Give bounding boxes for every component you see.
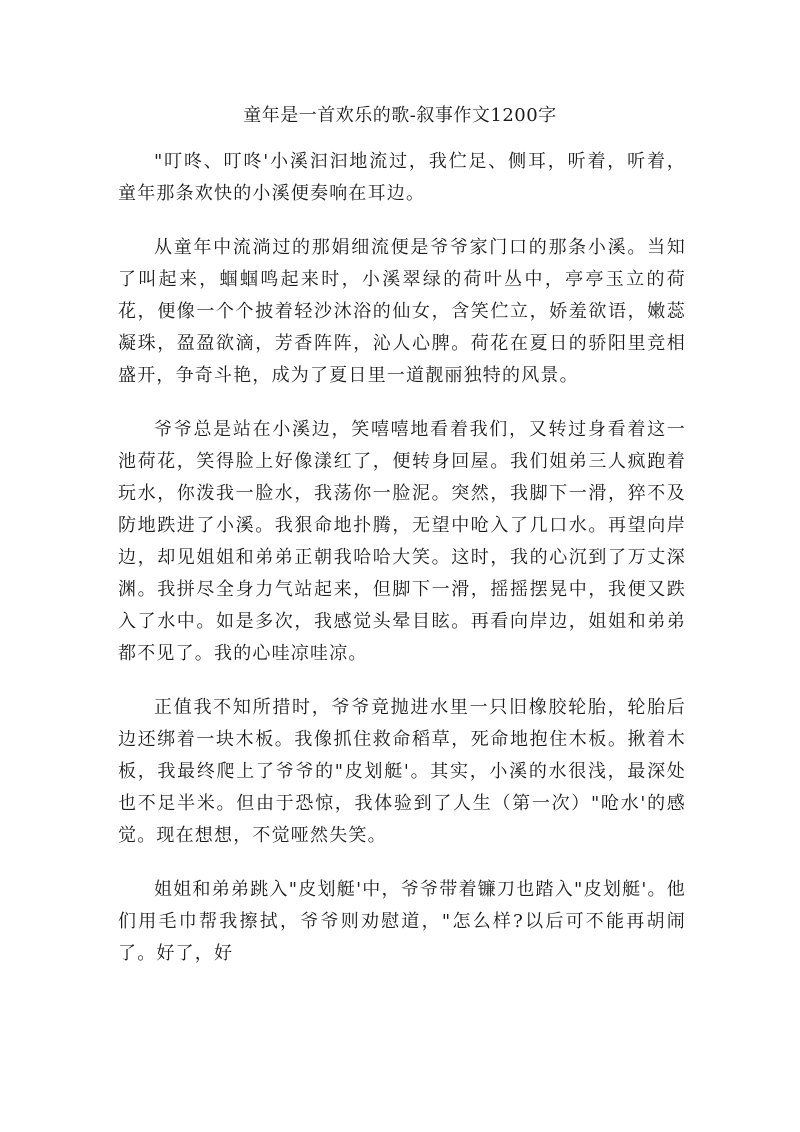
paragraph: 正值我不知所措时，爷爷竟抛进水里一只旧橡胶轮胎，轮胎后边还绑着一块木板。我像抓住救命稻草，死命地抱住木板。揪着木板，我最终爬上了爷爷的"皮划艇'。其实，小溪的水很浅，最深处也不足半米。但由于恐惊，我体验到了人生（第一次）"呛水'的感觉。现在想想，不觉哑然失笑。: [118, 697, 686, 846]
document-body: [118, 146, 686, 992]
paragraph: "叮咚、叮咚'小溪汩汩地流过，我伫足、侧耳，听着，听着，童年那条欢快的小溪便奏响在耳边。: [118, 151, 686, 204]
paragraph: 爷爷总是站在小溪边，笑嘻嘻地看着我们，又转过身看着这一池荷花，笑得脸上好像漾红了，便转身回屋。我们姐弟三人疯跑着玩水，你泼我一脸水，我荡你一脸泥。突然，我脚下一滑，猝不及防地跌进了小溪。我狠命地扑腾，无望中呛入了几口水。再望向岸边，却见姐姐和弟弟正朝我哈哈大笑。这时，我的心沉到了万丈深渊。我拼尽全身力气站起来，但脚下一滑，摇摇摆晃中，我便又跌入了水中。如是多次，我感觉头晕目眩。再看向岸边，姐姐和弟弟都不见了。我的心哇凉哇凉。: [118, 419, 686, 664]
document-title: 童年是一首欢乐的歌-叙事作文1200字: [243, 105, 557, 126]
paragraph: 姐姐和弟弟跳入"皮划艇'中，爷爷带着镰刀也踏入"皮划艇'。他们用毛巾帮我擦拭，爷爷则劝慰道，"怎么样?以后可不能再胡闹了。好了，好: [118, 879, 686, 964]
paragraph: 从童年中流淌过的那娟细流便是爷爷家门口的那条小溪。当知了叫起来，蝈蝈鸣起来时，小溪翠绿的荷叶丛中，亭亭玉立的荷花，便像一个个披着轻沙沐浴的仙女，含笑伫立，娇羞欲语，嫩蕊凝珠，盈盈欲滴，芳香阵阵，沁人心脾。荷花在夏日的骄阳里竞相盛开，争奇斗艳，成为了夏日里一道靓丽独特的风景。: [118, 237, 686, 386]
